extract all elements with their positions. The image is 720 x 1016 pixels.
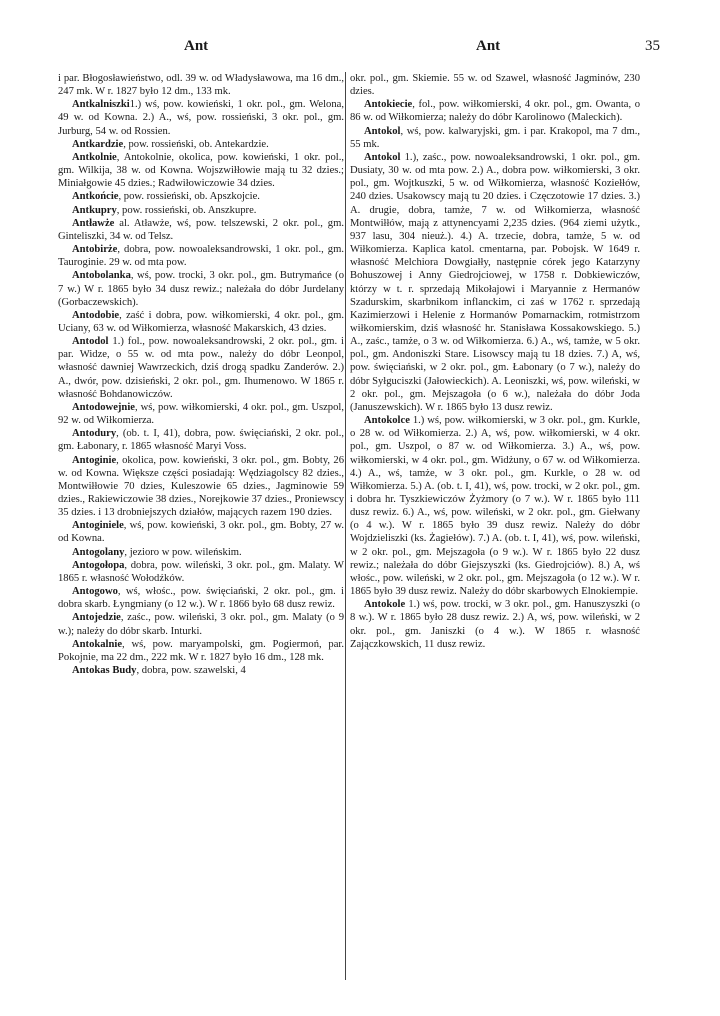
dictionary-entry xyxy=(58,72,344,98)
dictionary-entry xyxy=(58,138,344,151)
entry-headword: Antobolanka xyxy=(72,270,131,282)
entry-text: 1.) wś, pow. trocki, w 3 okr. pol., gm. Hanuszyszki (o 8 w.). W r. 1865 było 28 dusz rewiz. 2.) A, wś, pow. wileński, w 2 okr. pol., gm. Janiszki (o 4 w.). W 1865 r. własność Zajączkowskich, 11 dusz rewiz. xyxy=(350,599,640,650)
dictionary-entry xyxy=(58,217,344,243)
dictionary-entry xyxy=(58,190,344,203)
entry-text: , okolica, pow. kowieński, 3 okr. pol., gm. Bobty, 26 w. od Kowna. Większe części posiadają: Wędziagolscy 82 dzies., Montwiłłowie 70 dzies, Kuleszowie 65 dzies., Jagminowie 59 dzies., Rakiewiczowie 38 dzies., Norejkowie 37 dzies., Proniewscy 35 dzies. i 13 drobniejszych działów, mających razem 190 dzies. xyxy=(58,454,344,519)
entry-headword: Antojedzie xyxy=(72,612,121,624)
dictionary-entry xyxy=(58,638,344,664)
dictionary-entry xyxy=(350,414,640,598)
dictionary-entry xyxy=(58,309,344,335)
entry-headword: Antoginiele xyxy=(72,520,124,532)
entry-headword: Antławże xyxy=(72,217,115,229)
entry-text: 1.) wś, pow. kowieński, 1 okr. pol., gm. Welona, 49 w. od Kowna. 2.) A., wś, pow. rossieński, 3 okr. pol., gm. Jurburg, 54 w. od Rossien. xyxy=(58,99,344,137)
entry-headword: Antogowo xyxy=(72,586,118,598)
entry-headword: Antokiecie xyxy=(364,99,413,111)
entry-text: , jezioro w pow. wileńskim. xyxy=(124,546,242,558)
entry-headword: Antkupry xyxy=(72,204,117,216)
entry-headword: Antokas Budy xyxy=(72,665,137,677)
entry-headword: Antokalnie xyxy=(72,638,123,650)
entry-text: 1.) wś, pow. wiłkomierski, w 3 okr. pol., gm. Kurkle, o 28 w. od Wiłkomierza. 2.) A, wś, pow. wiłkomierski, w 4 okr. pol., gm. Uszpol, o 87 w. od Wiłkomierza. 3.) A., wś, pow. wiłkomierski, w 4 okr. pol., gm. Widżuny, o 67 w. od Wiłkomierza. 4.) A., wś, tamże, w 3 okr. pol., gm. Kurkle, o 28 w. od Wiłkomierza. 5.) A. (ob. t. I, 41), wś, pow. trocki, w 2 okr. pol., gm. i dobra hr. Tyszkiewiczów Żyżmory (o 7 w.). W r. 1865 było 111 dusz rewiz. 6.) A., wś, pow. wileński, w 2 okr. pol., gm. Giełwany (o 4 w.). W r. 1865 było 39 dusz rewiz. Należy do dóbr Wojdzieliszki (ks. Żagiełów). 7.) A. (ob. t. I, 41), wś, pow. wileński, w 2 okr. pol., gm. Mejszagoła (o 9 w.). W r. 1865 było 22 dusz rewiz.; należała do dóbr Giejszyszki (ks. Giedrojciów). 8.) A, wś włośc., pow. wileński, w 2 okr. pol., gm. Mejszagoła (o 12 w.). W r. 1865 było 39 dusz rewiz. Należy do dóbr skarbowych Elnokiempie. xyxy=(350,415,640,598)
entry-text: , dobra, pow. wileński, 3 okr. pol., gm. Malaty. W 1865 r. własność Wołodźków. xyxy=(58,559,344,584)
entry-text: , wś, pow. wiłkomierski, 4 okr. pol., gm. Uszpol, 92 w. od Wiłkomierza. xyxy=(58,401,344,427)
header-middle-word: Ant xyxy=(476,38,501,54)
dictionary-entry xyxy=(58,664,344,677)
entry-text: , wś, pow. kowieński, 3 okr. pol., gm. Bobty, 27 w. od Kowna. xyxy=(58,520,344,545)
header-left-word: Ant xyxy=(184,38,209,54)
dictionary-entry xyxy=(58,335,344,401)
entry-headword: Antodol xyxy=(72,336,109,348)
entry-text: i par. Błogosławieństwo, odl. 39 w. od Władysławowa, ma 16 dm., 247 mk. W r. 1827 było 12 dm., 133 mk. xyxy=(58,73,344,98)
entry-text: al. Atławże, wś, pow. telszewski, 2 okr. pol., gm. Ginteliszki, 34 w. od Telsz. xyxy=(58,217,344,242)
entry-headword: Antkolnie xyxy=(72,151,117,163)
dictionary-entry xyxy=(58,611,344,637)
entry-text: , pow. rossieński, ob. Antekardzie. xyxy=(123,138,269,150)
dictionary-entry xyxy=(58,585,344,611)
column-divider xyxy=(345,72,346,980)
entry-text: , dobra, pow. szawelski, 4 xyxy=(136,665,246,677)
dictionary-entry xyxy=(58,519,344,545)
dictionary-entry xyxy=(58,269,344,308)
entry-headword: Antokol xyxy=(364,125,401,137)
entry-headword: Antodobie xyxy=(72,309,120,321)
dictionary-entry xyxy=(350,125,640,151)
dictionary-entry xyxy=(58,427,344,453)
entry-headword: Antoginie xyxy=(72,454,117,466)
entry-text: , pow. rossieński, ob. Apszkojcie. xyxy=(118,191,260,203)
entry-text: , wś, pow. kalwaryjski, gm. i par. Krakopol, ma 7 dm., 55 mk. xyxy=(350,125,640,150)
entry-headword: Antkońcie xyxy=(72,191,119,203)
entry-headword: Antkardzie xyxy=(72,138,124,150)
dictionary-entry xyxy=(58,546,344,559)
entry-headword: Antodury xyxy=(72,428,117,440)
running-header xyxy=(60,38,660,58)
dictionary-entry xyxy=(58,243,344,269)
right-column xyxy=(350,72,640,972)
dictionary-entry xyxy=(58,454,344,520)
dictionary-entry xyxy=(350,72,640,98)
left-column xyxy=(58,72,344,972)
entry-headword: Antokol xyxy=(364,151,401,163)
dictionary-entry xyxy=(58,204,344,217)
entry-text: , Antokolnie, okolica, pow. kowieński, 1 okr. pol., gm. Wilkija, 38 w. od Kowna. Wojszwiłłowie mają tu 32 dzies.; Miniałgowie 45 dzies.; Radwiłowiczowie 34 dzies. xyxy=(58,151,344,190)
entry-text: , (ob. t. I, 41), dobra, pow. święciański, 2 okr. pol., gm. Łabonary, r. 1865 własność Maryi Voss. xyxy=(58,428,344,453)
dictionary-entry xyxy=(58,559,344,585)
entry-text: 1.) fol., pow. nowoaleksandrowski, 2 okr. pol., gm. i par. Widze, o 55 w. od mta pow., należy do dóbr Leonpol, własność dawniej Wawrzeckich, dziś drogą spadku Zanderów. 2.) A., dwór, pow. dzisieński, 2 okr. pol., gm. Ihumenowo. W 1865 r. własność Bohdanowiczów. xyxy=(58,336,344,400)
entry-text: , wś, pow. trocki, 3 okr. pol., gm. Butrymańce (o 7 w.) W r. 1865 było 34 dusz rewiz.; należała do dóbr Jurdelany (Gorbaczewskich). xyxy=(58,270,344,308)
entry-headword: Antodowejnie xyxy=(72,401,135,413)
entry-headword: Antokole xyxy=(364,599,406,611)
dictionary-entry xyxy=(58,401,344,427)
dictionary-entry xyxy=(58,98,344,137)
entry-text: , wś, pow. maryampolski, gm. Pogiermoń, par. Pokojnie, ma 22 dm., 222 mk. W r. 1827 było 16 dm., 128 mk. xyxy=(58,638,344,663)
entry-text: , dobra, pow. nowoaleksandrowski, 1 okr. pol., gm. Tauroginie. 29 w. od mta pow. xyxy=(58,244,344,269)
entry-text: , zaśc., pow. wileński, 3 okr. pol., gm. Malaty (o 9 w.); należy do dóbr skarb. Inturki. xyxy=(58,612,344,637)
dictionary-entry xyxy=(58,151,344,190)
entry-headword: Antobirże xyxy=(72,244,118,256)
dictionary-entry xyxy=(350,151,640,414)
entry-headword: Antokolce xyxy=(364,415,410,427)
dictionary-entry xyxy=(350,98,640,124)
entry-text: , fol., pow. wiłkomierski, 4 okr. pol., gm. Owanta, o 86 w. od Wiłkomierza; należy do dóbr Karolinowo (Maleckich). xyxy=(350,99,640,124)
dictionary-entry xyxy=(350,598,640,651)
entry-text: , zaść i dobra, pow. wiłkomierski, 4 okr. pol., gm. Uciany, 63 w. od Wiłkomierza, własność Makarskich, 43 dzies. xyxy=(58,309,344,334)
entry-headword: Antkalniszki xyxy=(72,99,130,111)
entry-headword: Antogołopa xyxy=(72,559,125,571)
page-number: 35 xyxy=(645,38,660,54)
entry-text: okr. pol., gm. Skiemie. 55 w. od Szawel, własność Jagminów, 230 dzies. xyxy=(350,73,640,98)
entry-text: , wś, włośc., pow. święciański, 2 okr. pol., gm. i dobra skarb. Łyngmiany (o 12 w.). W r. 1866 było 68 dusz rewiz. xyxy=(58,586,344,611)
entry-text: 1.), zaśc., pow. nowoaleksandrowski, 1 okr. pol., gm. Dusiaty, 30 w. od mta pow. 2.) A., dobra pow. wiłkomierski, 3 okr. pol., gm. Wojtkuszki, 5 w. od Wiłkomierza, własność Koziełłów, 240 dzies. Usakowscy mają tu 20 dzies. i Częczotowie 17 dzies. 3.) A. drugie, dobra, tamże, 7 w. od Wiłkomierza, własność Montwiłłów, mają z attynencyami 2,235 dzies. (964 ziemi użytk., 937 lasu, 304 nieuż.). 4.) A. trzecie, dobra, tamże, 5 w. od Wiłkomierza. Kaplica katol. cmentarna, par. Pobojsk. W 1649 r. własność Melchiora Dowgiałły, następnie córek jego Katarzyny Bohuszowej i Anny Giedrojciowej, w 1758 r. Dobkiewiczów, którzy w t. r. sprzedają Mikołajowi i Maryannie z Hermanów Szadurskim, skarbnikom inflanckim, ci zaś w 1762 r. sprzedają Kazimierzowi i Helenie z Hormanów Pomarnackim, rotmistrzom wiłkomierskim, dziś własność hr. Stanisława Kossakowskiego. 5.) A., zaśc., tamże, o 3 w. od Wiłkomierza. 6.) A., wś, tamże, w 5 okr. pol., gm. Andoniszki Stare. Lisowscy mają tu 18 dzies. 7.) A, wś, pow. święciański, w 2 okr. pol., gm. Łabonary (o 7 w.), należy do dóbr Syłguciszki (Jałowieckich). A. Leoniszki, wś, pow. wileński, w 2 okr. pol., gm. Mejszagoła (o 6 w.), należała do dóbr Joda (Januszewskich). W r. 1865 było 13 dusz rewiz. xyxy=(350,151,640,413)
entry-headword: Antogolany xyxy=(72,546,125,558)
entry-text: , pow. rossieński, ob. Anszkupre. xyxy=(116,204,257,216)
